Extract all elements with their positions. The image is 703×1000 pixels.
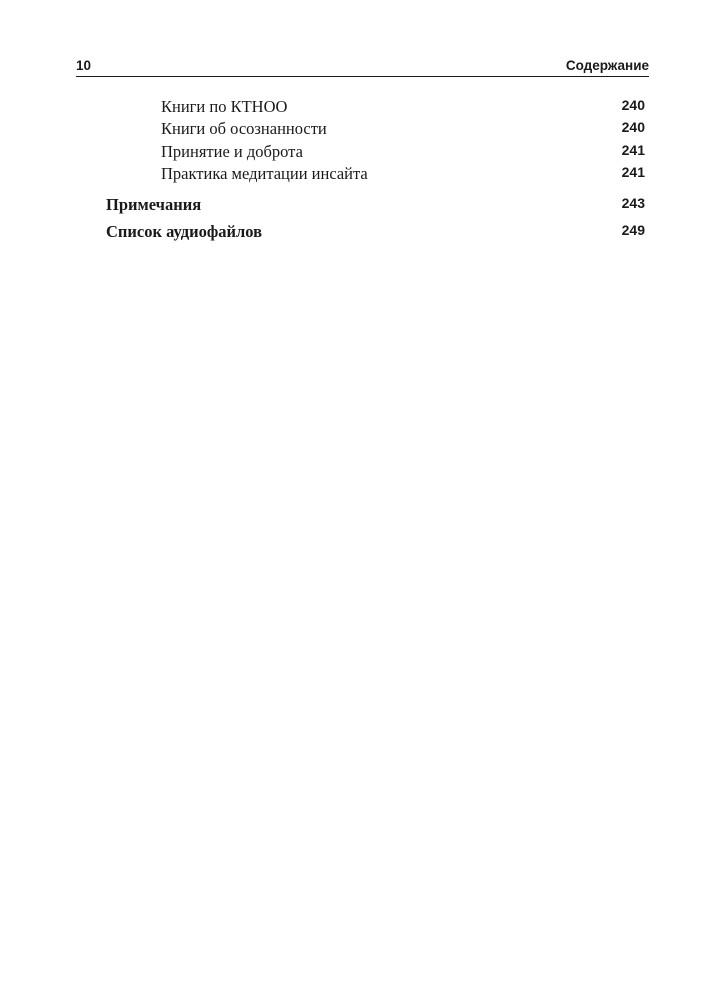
running-header-title: Содержание — [565, 58, 649, 73]
toc-entry[interactable] — [106, 222, 645, 244]
toc-entry-title: Примечания — [106, 195, 202, 214]
toc-entry[interactable] — [106, 195, 645, 217]
toc-subentry[interactable] — [161, 119, 645, 141]
toc-entry-page: 241 — [621, 164, 645, 180]
toc-entry-page: 240 — [621, 97, 645, 113]
toc-entry-title: Практика медитации инсайта — [161, 164, 368, 183]
toc-entry-title: Принятие и доброта — [161, 142, 303, 161]
toc-subentry[interactable] — [161, 97, 645, 119]
toc-subentry[interactable] — [161, 142, 645, 164]
toc-subentry[interactable] — [161, 164, 645, 186]
toc-entry-page: 241 — [621, 142, 645, 158]
toc-entry-title: Список аудиофайлов — [106, 222, 263, 241]
running-header — [76, 58, 649, 77]
toc-entry-page: 240 — [621, 119, 645, 135]
toc-entry-title: Книги по КТНОО — [161, 97, 288, 116]
page-number: 10 — [76, 58, 92, 73]
toc-entry-page: 243 — [621, 195, 645, 211]
toc-entry-page: 249 — [621, 222, 645, 238]
toc-entry-title: Книги об осознанности — [161, 119, 327, 138]
